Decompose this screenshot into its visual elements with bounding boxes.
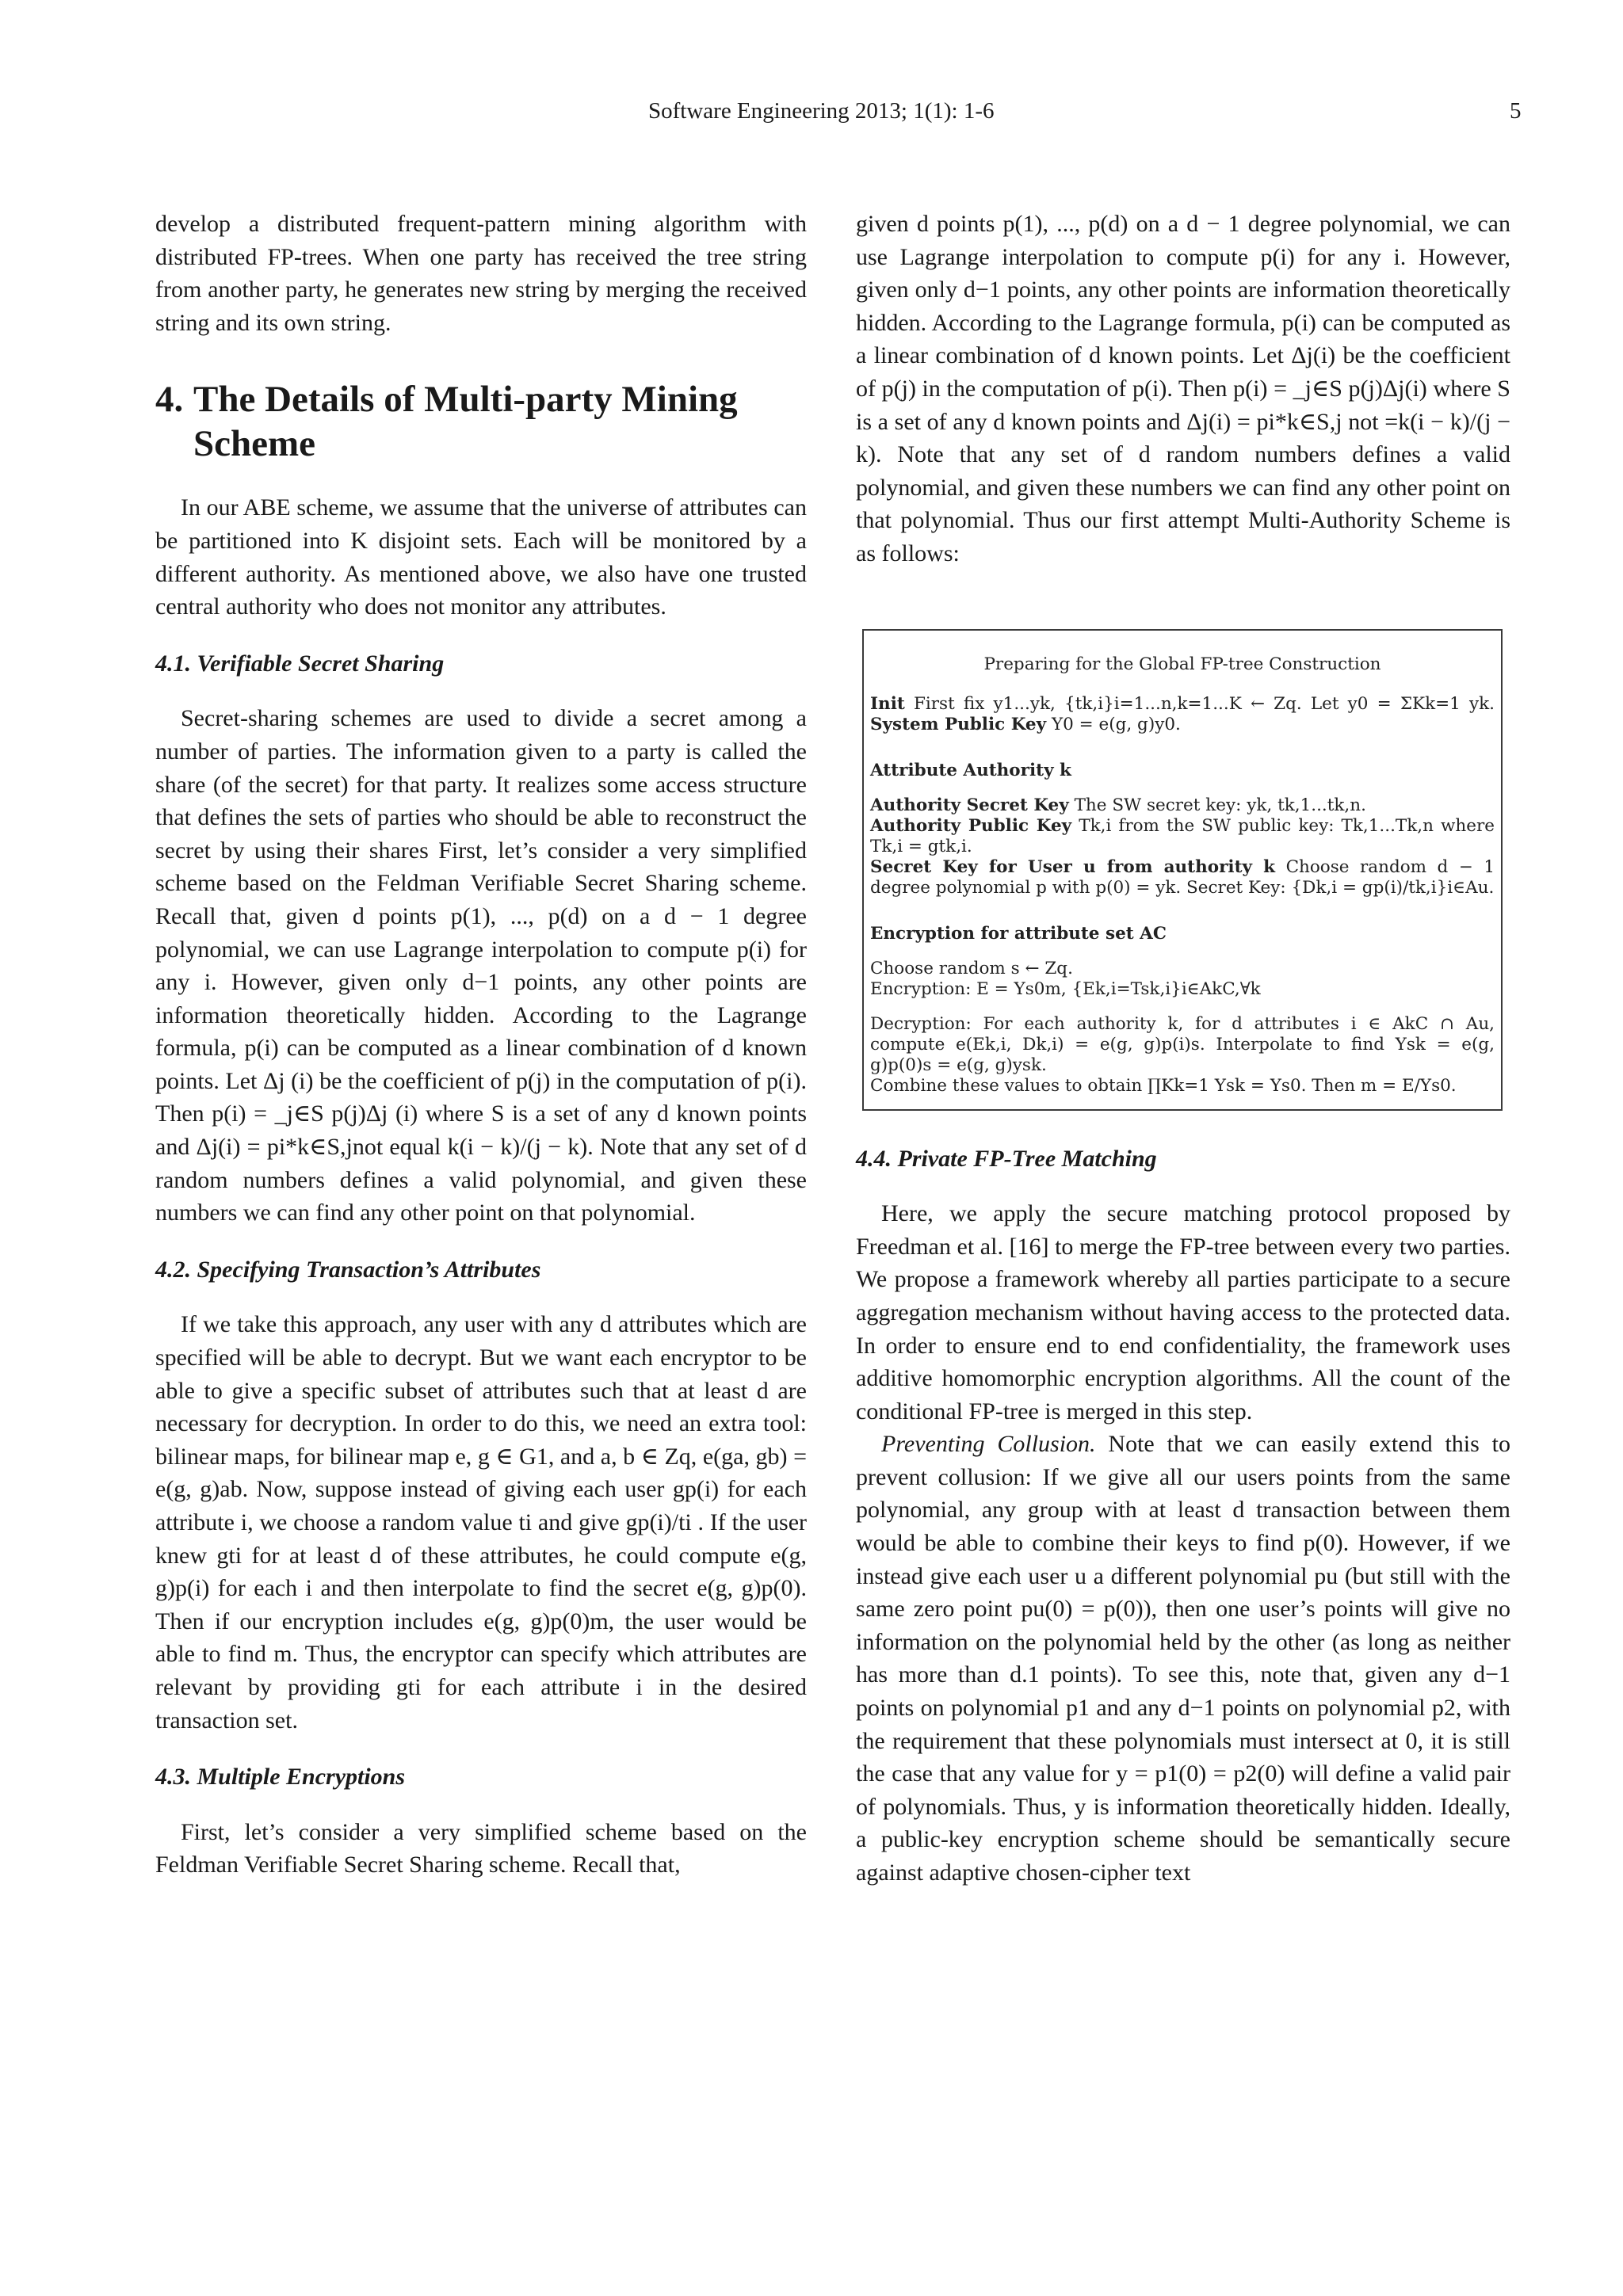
section-title-line: The Details of Multi-party Mining xyxy=(193,379,738,421)
algorithm-label: Authority Public Key xyxy=(870,815,1072,836)
section-heading xyxy=(155,377,807,466)
paragraph: given d points p(1), ..., p(d) on a d − 1 degree polynomial, we can use Lagrange interpolation to compute p(i) for any i. However, given only d−1 points, any other points are information theoretically hidden. According to the Lagrange formula, p(i) can be computed as a linear combination of d known points. Let Δj(i) be the coefficient of p(j) in the computation of p(i). Then p(i) = _j∈S p(j)Δj(i) where S is a set of any d known points and Δj(i) = pi*k∈S,j not =k(i − k)/(j − k). Note that any set of d random numbers defines a valid polynomial, and given these numbers we can find any other point on that polynomial. Thus our first attempt Multi-Authority Scheme is as follows: xyxy=(856,211,1510,566)
paragraph: If we take this approach, any user with any d attributes which are specified will be able to decrypt. But we want each encryptor to be able to give a specific subset of attributes such that at least d are necessary for decryption. In order to do this, we need an extra tool: bilinear maps, for bilinear map e, g ∈ G1, and a, b ∈ Zq, e(ga, gb) = e(g, g)ab. Now, suppose instead of giving each user gp(i) for each attribute i, we choose a random value ti and give gp(i)/ti . If the user knew gti for at least d of these attributes, he could compute e(g, g)p(i) for each i and then interpolate to find the secret e(g, g)p(0). Then if our encryption includes e(g, g)p(0)m, the user would be able to find m. Thus, the encryptor can specify which attributes are relevant by providing gti for each attribute i in the desired transaction set. xyxy=(155,1311,807,1733)
algorithm-line: Authority Public Key Tk,i from the SW public key: Tk,1...Tk,n where Tk,i = gtk,i. xyxy=(870,815,1495,856)
section-number: 4. xyxy=(155,379,184,421)
paragraph-lead: Preventing Collusion. xyxy=(881,1431,1096,1458)
algorithm-line: Encryption: E = Ys0m, {Ek,i=Tsk,i}i∈AkC,∀k xyxy=(870,978,1261,999)
page-number: 5 xyxy=(1510,98,1522,124)
paragraph: Preventing Collusion. Note that we can easily extend this to prevent collusion: If we give all our users points from the same polynomial, any group with at least d transaction between them would be able to combine their keys to find p(0). However, if we instead give each user u a different polynomial pu (but still with the same zero point pu(0) = p(0)), then one user’s points will give no information on the polynomial held by the other (as long as neither has more than d.1 points). To see this, note that, given any d−1 points on polynomial p1 and any d−1 points on polynomial p2, with the requirement that these polynomials must intersect at 0, it is still the case that any value for y = p1(0) = p2(0) will define a valid pair of polynomials. Thus, y is information theoretically hidden. Ideally, a public-key encryption scheme should be semantically secure against adaptive chosen-cipher text xyxy=(856,1431,1510,1886)
running-header xyxy=(0,95,1623,127)
paragraph: First, let’s consider a very simplified scheme based on the Feldman Verifiable Secret Sharing scheme. Recall that, xyxy=(155,1818,807,1878)
algorithm-label: Secret Key for User u from authority k xyxy=(870,856,1276,877)
algorithm-heading: Encryption for attribute set AC xyxy=(870,923,1167,944)
right-column xyxy=(856,208,1510,1890)
algorithm-line: Combine these values to obtain ∏Kk=1 Ysk = Ys0. Then m = E/Ys0. xyxy=(870,1075,1457,1096)
algorithm-line: Secret Key for User u from authority k Choose random d − 1 degree polynomial p with p(0) = yk. Secret Key: {Dk,i = gp(i)/tk,i}i∈Au. xyxy=(870,856,1495,898)
algorithm-line: Init First fix y1...yk, {tk,i}i=1...n,k=1...K ← Zq. Let y0 = ΣKk=1 yk. System Public Key Y0 = e(g, g)y0. xyxy=(870,693,1495,734)
subsection-heading: 4.2. Specifying Transaction’s Attributes xyxy=(155,1256,541,1283)
paragraph: develop a distributed frequent-pattern mining algorithm with distributed FP-trees. When one party has received the tree string from another party, he generates new string by merging the received string and its own string. xyxy=(155,211,807,336)
subsection-heading: 4.1. Verifiable Secret Sharing xyxy=(155,650,445,677)
algorithm-box xyxy=(862,629,1503,1111)
paragraph: Here, we apply the secure matching protocol proposed by Freedman et al. [16] to merge the FP-tree between every two parties. We propose a framework whereby all parties participate to a secure aggregation mechanism without having access to the protected data. In order to ensure end to end confidentiality, the framework uses additive homomorphic encryption algorithms. All the count of the conditional FP-tree is merged in this step. xyxy=(856,1200,1510,1425)
paragraph: Secret-sharing schemes are used to divide a secret among a number of parties. The information given to a party is called the share (of the secret) for that party. It realizes some access structure that defines the sets of parties who should be able to reconstruct the secret by using their shares First, let’s consider a very simplified scheme based on the Feldman Verifiable Secret Sharing scheme. Recall that, given d points p(1), ..., p(d) on a d − 1 degree polynomial, we can use Lagrange interpolation to compute p(i) for any i. However, given only d−1 points, any other points are information theoretically hidden. According to the Lagrange formula, p(i) can be computed as a linear combination of d known points. Let Δj (i) be the coefficient of p(j) in the computation of p(i). Then p(i) = _j∈S p(j)Δj (i) where S is a set of any d known points and Δj(i) = pi*k∈S,jnot equal k(i − k)/(j − k). Note that any set of d random numbers defines a valid polynomial, and given these numbers we can find any other point on that polynomial. xyxy=(155,705,807,1226)
left-column xyxy=(155,208,807,1882)
algorithm-label: Authority Secret Key xyxy=(870,795,1069,815)
algorithm-line: Decryption: For each authority k, for d attributes i ∈ AkC ∩ Au, compute e(Ek,i, Dk,i) = e(g, g)p(i)s. Interpolate to find Ysk = e(g, g)p(0)s = e(g, g)ysk. xyxy=(870,1013,1495,1075)
paragraph: In our ABE scheme, we assume that the universe of attributes can be partitioned into K disjoint sets. Each will be monitored by a different authority. As mentioned above, we also have one trusted central authority who does not monitor any attributes. xyxy=(155,494,807,620)
algorithm-line: Authority Secret Key The SW secret key: yk, tk,1...tk,n. xyxy=(870,795,1366,815)
algorithm-label: System Public Key xyxy=(870,714,1047,734)
subsection-heading: 4.4. Private FP-Tree Matching xyxy=(856,1145,1157,1172)
section-title-line: Scheme xyxy=(193,423,316,465)
journal-citation: Software Engineering 2013; 1(1): 1-6 xyxy=(648,98,995,124)
algorithm-heading: Attribute Authority k xyxy=(870,760,1071,780)
algorithm-label: Init xyxy=(870,693,905,714)
algorithm-title: Preparing for the Global FP-tree Construction xyxy=(983,654,1381,674)
subsection-heading: 4.3. Multiple Encryptions xyxy=(155,1764,406,1791)
algorithm-line: Choose random s ← Zq. xyxy=(870,958,1073,978)
